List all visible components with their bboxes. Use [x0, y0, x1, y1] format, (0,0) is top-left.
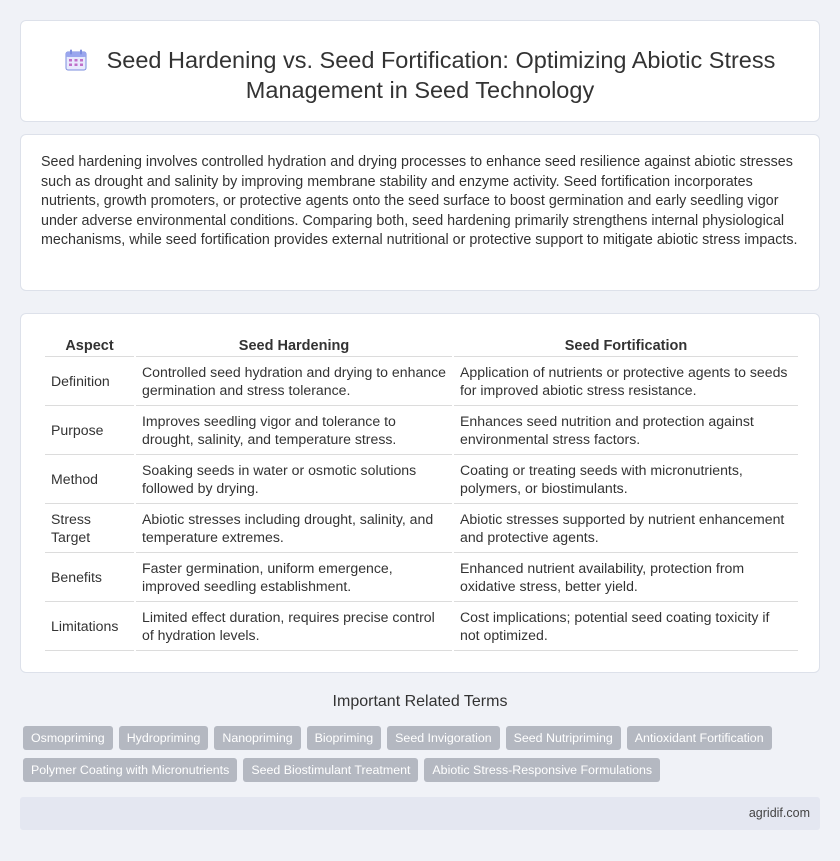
table-row — [45, 357, 798, 406]
row-hardening: Improves seedling vigor and tolerance to drought, salinity, and temperature stress. — [136, 406, 452, 455]
page-title-text: Seed Hardening vs. Seed Fortification: Optimizing Abiotic Stress Management in Seed Technology — [106, 47, 776, 103]
row-fortification: Enhances seed nutrition and protection against environmental stress factors. — [454, 406, 798, 455]
footer — [20, 797, 820, 830]
row-aspect: Stress Target — [45, 504, 134, 553]
tag-biopriming[interactable]: Biopriming — [307, 726, 382, 750]
table-row — [45, 455, 798, 504]
row-aspect: Purpose — [45, 406, 134, 455]
tag-nanopriming[interactable]: Nanopriming — [214, 726, 300, 750]
related-terms-list — [20, 726, 780, 790]
row-hardening: Abiotic stresses including drought, salinity, and temperature extremes. — [136, 504, 452, 553]
tag-osmopriming[interactable]: Osmopriming — [23, 726, 113, 750]
header-seed-hardening: Seed Hardening — [136, 334, 452, 357]
header-aspect: Aspect — [45, 334, 134, 357]
row-fortification: Abiotic stresses supported by nutrient enhancement and protective agents. — [454, 504, 798, 553]
row-aspect: Benefits — [45, 553, 134, 602]
header-seed-fortification: Seed Fortification — [454, 334, 798, 357]
table-header-row — [45, 334, 798, 357]
table-row — [45, 504, 798, 553]
row-aspect: Definition — [45, 357, 134, 406]
row-hardening: Controlled seed hydration and drying to enhance germination and stress tolerance. — [136, 357, 452, 406]
intro-paragraph: Seed hardening involves controlled hydration and drying processes to enhance seed resilience against abiotic stresses such as drought and salinity by improving membrane stability and enzyme activity. Seed fortification incorporates nutrients, growth promoters, or protective agents onto the seed surface to boost germination and early seedling vigor under adverse environmental conditions. Comparing both, seed hardening primarily strengthens internal physiological mechanisms, while seed fortification provides external nutritional or protective support to mitigate abiotic stress impacts. — [41, 154, 798, 249]
tag-antioxidant-fortification[interactable]: Antioxidant Fortification — [627, 726, 772, 750]
row-fortification: Cost implications; potential seed coating toxicity if not optimized. — [454, 602, 798, 651]
comparison-table — [43, 334, 800, 651]
table-row — [45, 602, 798, 651]
title-card — [20, 20, 820, 122]
row-hardening: Limited effect duration, requires precise control of hydration levels. — [136, 602, 452, 651]
tag-seed-nutripriming[interactable]: Seed Nutripriming — [506, 726, 621, 750]
table-row — [45, 553, 798, 602]
row-fortification: Enhanced nutrient availability, protection from oxidative stress, better yield. — [454, 553, 798, 602]
row-aspect: Method — [45, 455, 134, 504]
footer-site-link[interactable]: agridif.com — [748, 806, 810, 820]
tag-polymer-coating[interactable]: Polymer Coating with Micronutrients — [23, 758, 237, 782]
intro-card — [20, 134, 820, 291]
row-aspect: Limitations — [45, 602, 134, 651]
tag-seed-invigoration[interactable]: Seed Invigoration — [387, 726, 499, 750]
calendar-icon — [65, 49, 87, 71]
row-fortification: Coating or treating seeds with micronutrients, polymers, or biostimulants. — [454, 455, 798, 504]
row-fortification: Application of nutrients or protective agents to seeds for improved abiotic stress resistance. — [454, 357, 798, 406]
page-title — [61, 45, 779, 105]
tag-abiotic-stress-formulations[interactable]: Abiotic Stress-Responsive Formulations — [424, 758, 660, 782]
table-row — [45, 406, 798, 455]
title-wrap — [61, 45, 779, 105]
tag-seed-biostimulant-treatment[interactable]: Seed Biostimulant Treatment — [243, 758, 418, 782]
row-hardening: Soaking seeds in water or osmotic solutions followed by drying. — [136, 455, 452, 504]
comparison-card — [20, 313, 820, 673]
tag-hydropriming[interactable]: Hydropriming — [119, 726, 209, 750]
related-terms-title: Important Related Terms — [332, 693, 508, 710]
row-hardening: Faster germination, uniform emergence, improved seedling establishment. — [136, 553, 452, 602]
